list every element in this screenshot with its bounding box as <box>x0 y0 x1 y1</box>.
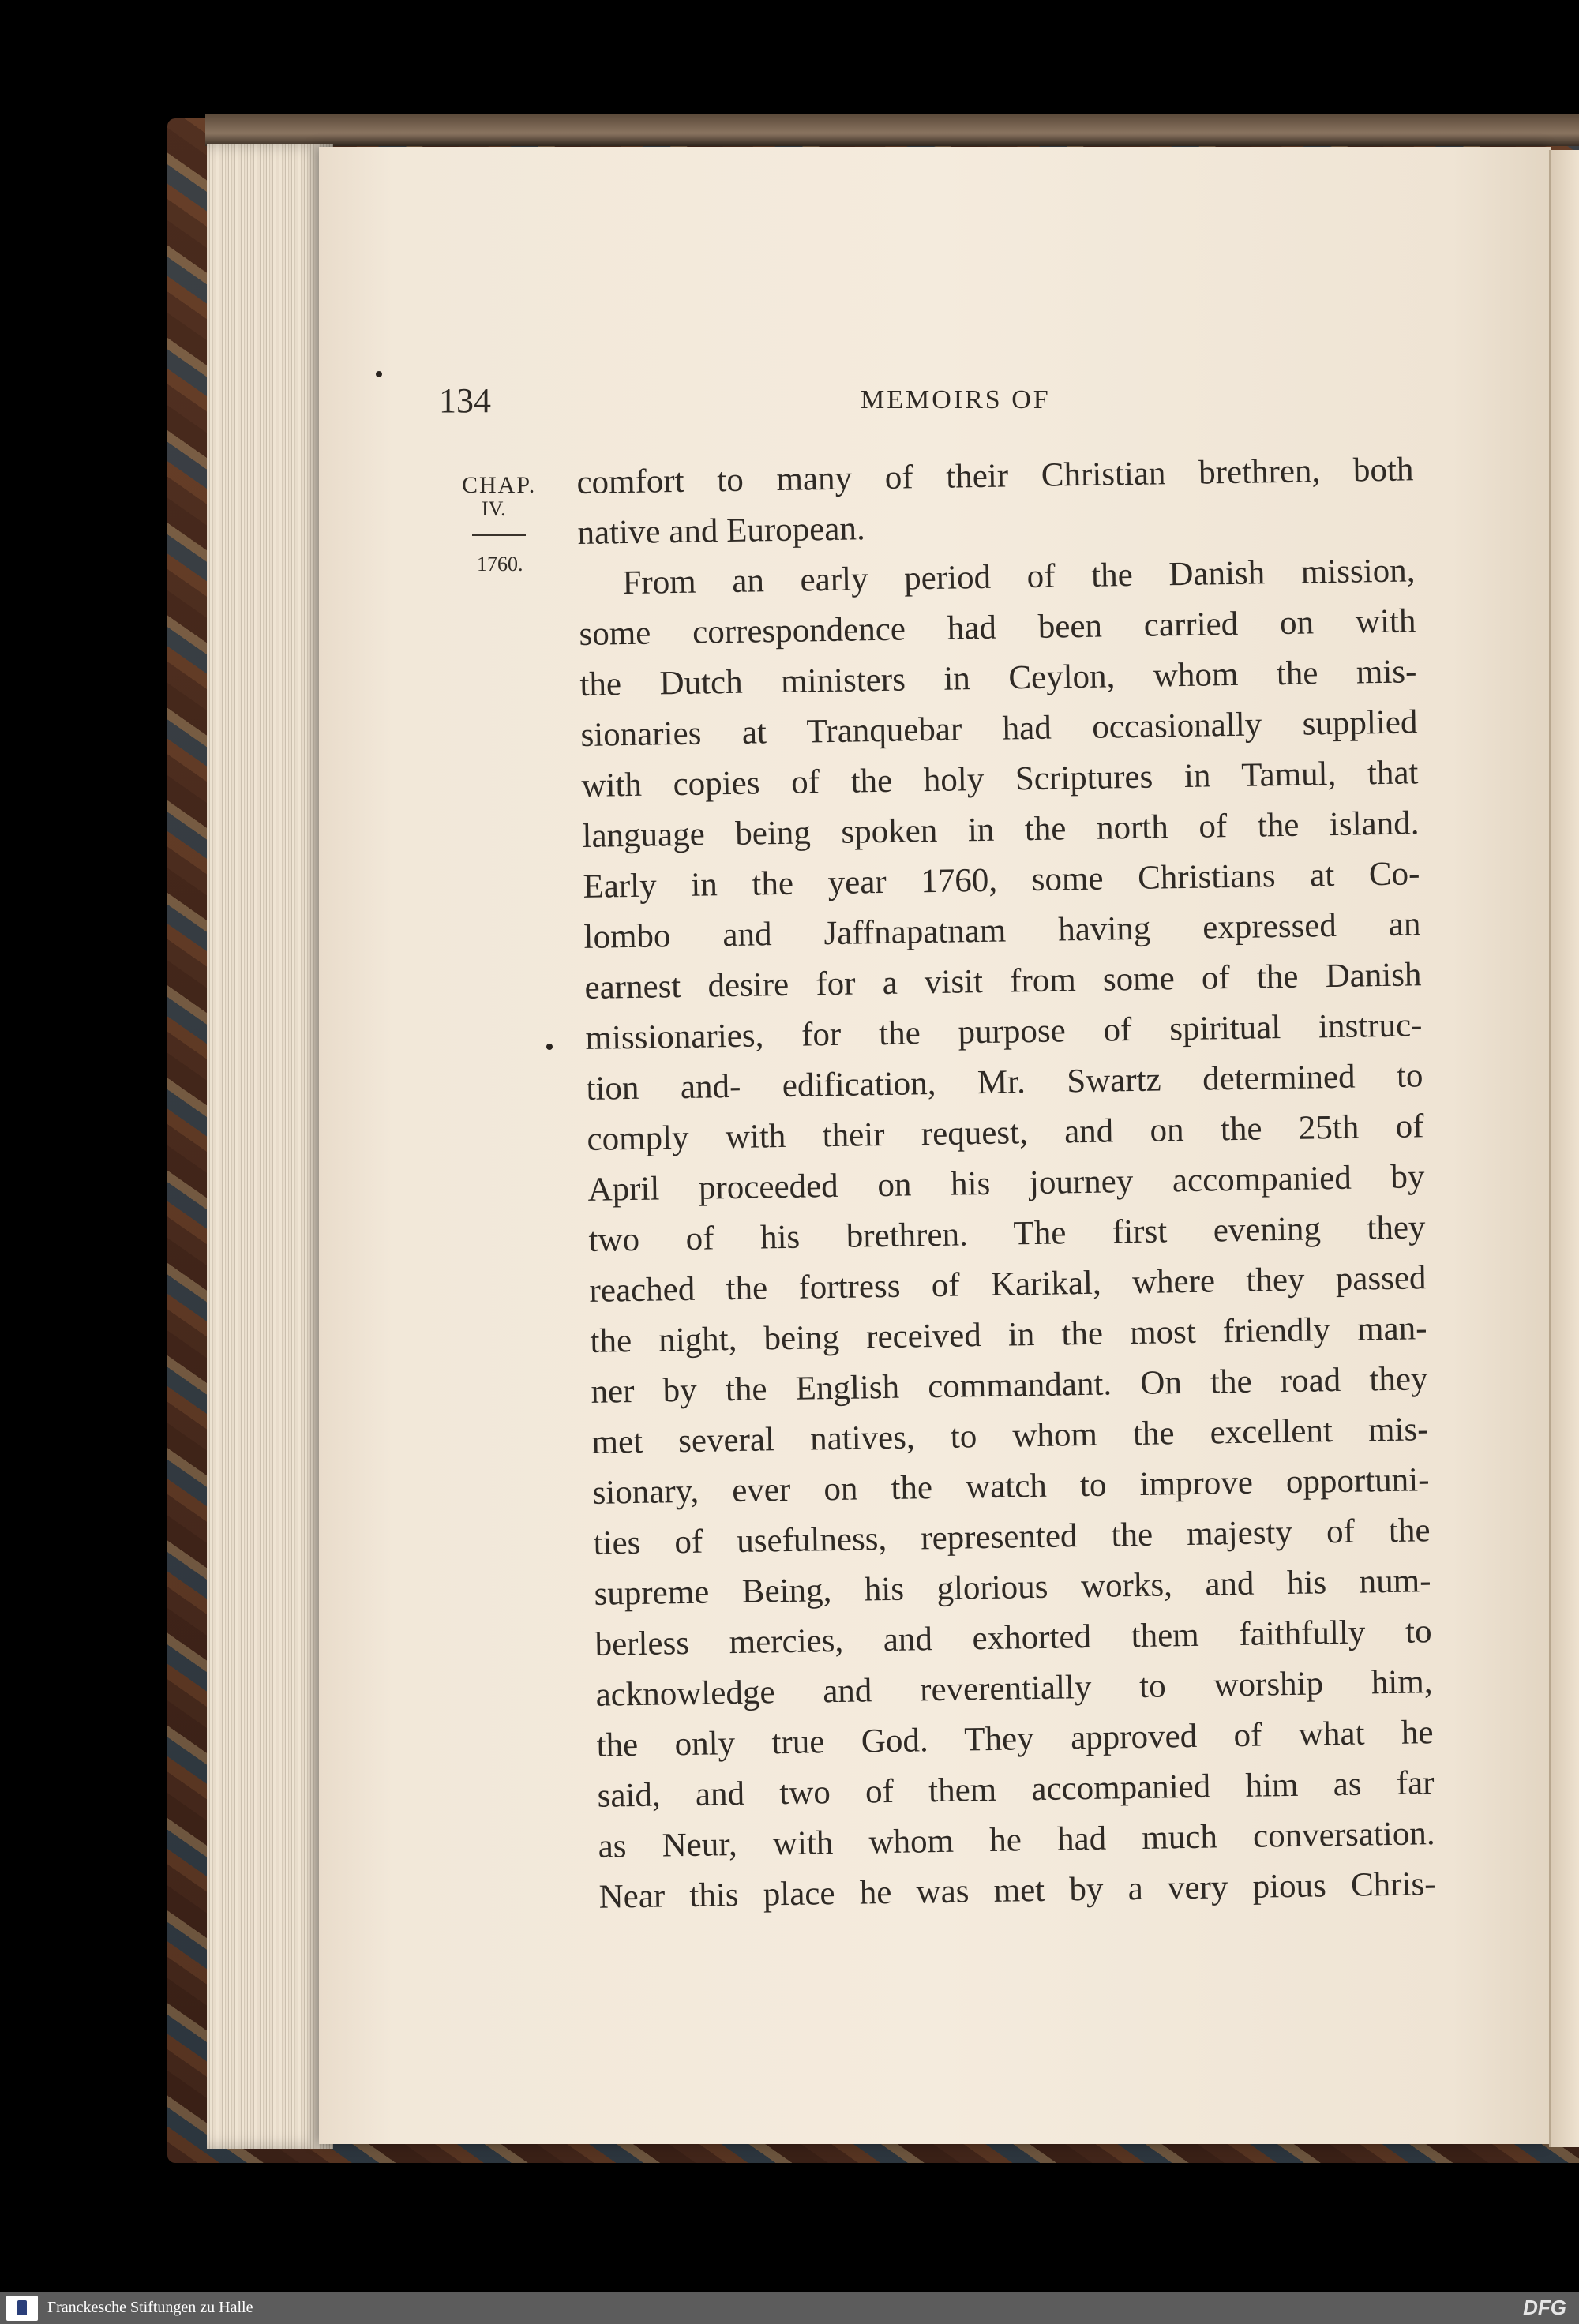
text-line: reached the fortress of Karikal, where they passed <box>589 1259 1427 1310</box>
text-line: the Dutch ministers in Ceylon, whom the mis- <box>579 653 1417 703</box>
text-line: the only true God. They approved of what he <box>596 1714 1434 1764</box>
footer-institution: Franckesche Stiftungen zu Halle <box>47 2299 253 2316</box>
margin-chapter-label: CHAP. <box>462 472 537 498</box>
text-line: earnest desire for a visit from some of the Danish <box>584 956 1422 1006</box>
running-head: MEMOIRS OF <box>861 385 1051 414</box>
margin-chapter-number: IV. <box>482 497 506 520</box>
text-line: tion and- edification, Mr. Swartz determined to <box>586 1057 1423 1108</box>
text-line: From an early period of the Danish mission, <box>622 552 1416 602</box>
body-text <box>576 444 1436 1922</box>
text-line: Early in the year 1760, some Christians at Co- <box>583 855 1420 905</box>
margin-year: 1760. <box>477 553 523 575</box>
text-line: berless mercies, and exhorted them faithfully to <box>594 1613 1432 1663</box>
text-line: sionary, ever on the watch to improve opportuni- <box>592 1461 1430 1512</box>
text-line: comply with their request, and on the 25th of <box>587 1108 1424 1158</box>
text-line: sionaries at Tranquebar had occasionally supplied <box>580 703 1418 754</box>
page-edges <box>207 144 333 2149</box>
footer-bar <box>0 2292 1579 2324</box>
text-line: supreme Being, his glorious works, and his num- <box>594 1562 1431 1613</box>
text-line: missionaries, for the purpose of spiritual instruc- <box>585 1006 1423 1057</box>
facing-page-edge <box>1549 150 1579 2147</box>
text-line: ner by the English commandant. On the road they <box>591 1360 1428 1411</box>
text-line: the night, being received in the most friendly man- <box>590 1310 1427 1360</box>
book-cover-top-edge <box>205 114 1579 146</box>
text-line: said, and two of them accompanied him as far <box>597 1764 1435 1815</box>
ink-speck <box>376 371 382 377</box>
text-line: lombo and Jaffnapatnam having expressed an <box>583 905 1421 956</box>
institution-logo-icon <box>6 2296 38 2321</box>
text-line: acknowledge and reverentially to worship him, <box>595 1663 1433 1714</box>
text-line: native and European. <box>577 510 865 552</box>
text-line: as Neur, with whom he had much conversation. <box>598 1815 1435 1865</box>
text-line: language being spoken in the north of the island. <box>582 804 1420 855</box>
margin-rule <box>472 534 526 536</box>
text-line: comfort to many of their Christian brethren, both <box>576 451 1414 501</box>
text-line: with copies of the holy Scriptures in Tamul, that <box>581 754 1419 804</box>
text-line: April proceeded on his journey accompanied by <box>587 1158 1425 1209</box>
page-number: 134 <box>439 381 491 420</box>
text-line: met several natives, to whom the excellent mis- <box>591 1411 1429 1461</box>
text-line: ties of usefulness, represented the majesty of the <box>593 1512 1431 1562</box>
text-line: Near this place he was met by a very pious Chris- <box>598 1865 1436 1916</box>
text-line: some correspondence had been carried on with <box>579 602 1416 653</box>
funder-logo: DFG <box>1523 2296 1566 2319</box>
ink-speck <box>546 1044 553 1050</box>
text-line: two of his brethren. The first evening they <box>588 1209 1426 1259</box>
